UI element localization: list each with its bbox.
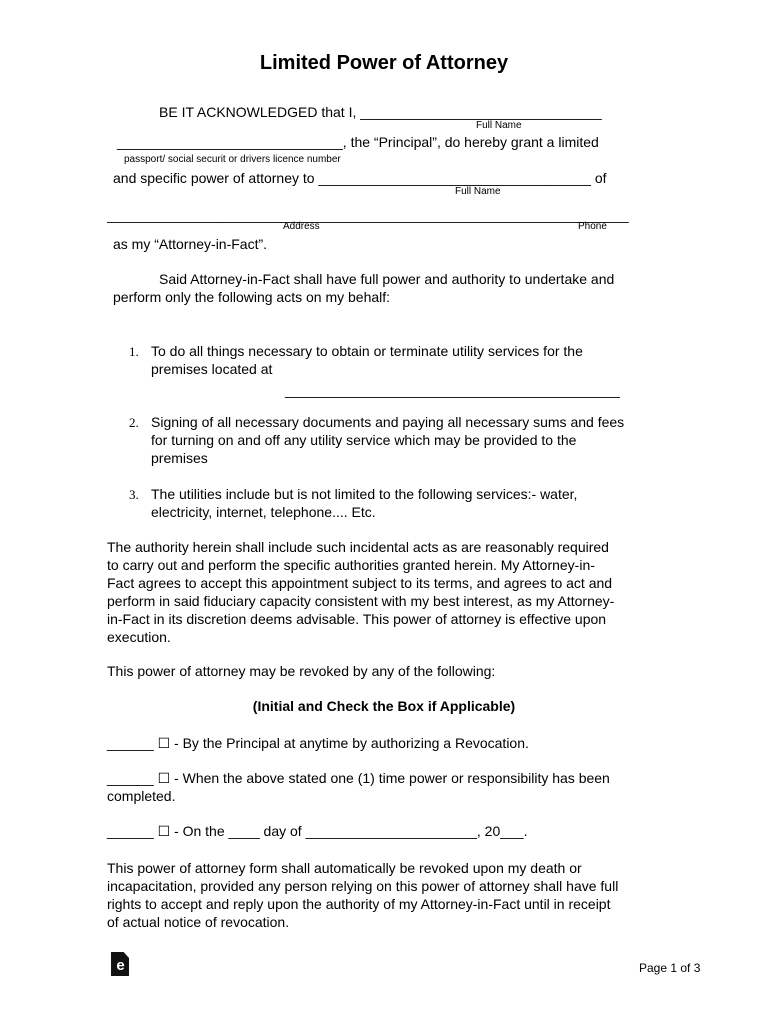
phone-label: Phone: [578, 221, 607, 232]
list-item-line: for turning on and off any utility service which may be provided to the: [151, 432, 577, 448]
paragraph-line: to carry out and perform the specific authorities granted herein. My Attorney-in-: [107, 557, 595, 573]
list-item-line: premises: [151, 450, 208, 466]
auto-revoke-paragraph: [107, 859, 618, 931]
option-line: completed.: [107, 788, 176, 804]
list-item-line: The utilities include but is not limited to the following services:- water,: [151, 486, 578, 502]
list-item: [151, 485, 577, 521]
eforms-logo-icon: [111, 952, 129, 976]
option-line: ______ ☐ - When the above stated one (1) time power or responsibility has been: [107, 770, 610, 786]
list-item-line: Signing of all necessary documents and paying all necessary sums and fees: [151, 414, 625, 430]
list-item-number: 3.: [129, 487, 139, 502]
paragraph-line: in-Fact in its discretion deems advisable. This power of attorney is effective upon: [107, 611, 607, 627]
revocation-option-completed: [107, 769, 610, 805]
premises-address-blank: ___________________________________________: [285, 382, 620, 398]
acknowledgement-line: BE IT ACKNOWLEDGED that I, _______________________________: [159, 104, 602, 120]
powers-intro-paragraph: [113, 270, 614, 306]
paragraph-line: Fact agrees to accept this appointment subject to its terms, and agrees to act and: [107, 575, 613, 591]
revocation-intro: This power of attorney may be revoked by any of the following:: [107, 663, 496, 679]
paragraph-line: perform in said fiduciary capacity consistent with my best interest, as my Attorney-: [107, 593, 615, 609]
attorney-full-name-label: Full Name: [455, 186, 501, 197]
document-title: Limited Power of Attorney: [259, 52, 509, 74]
revocation-heading: (Initial and Check the Box if Applicable): [252, 698, 516, 714]
grant-line: and specific power of attorney to ___________________________________ of: [113, 170, 607, 186]
list-item: [151, 413, 624, 467]
id-number-label: passport/ social securit or drivers licence number: [124, 154, 341, 165]
revocation-option-date: ______ ☐ - On the ____ day of ______________________, 20___.: [107, 823, 528, 839]
page-number: Page 1 of 3: [639, 961, 701, 975]
powers-intro-line: perform only the following acts on my behalf:: [113, 289, 391, 305]
powers-intro-line: Said Attorney-in-Fact shall have full power and authority to undertake and: [159, 271, 615, 287]
authority-paragraph: [107, 538, 614, 646]
principal-line: _____________________________, the “Principal”, do hereby grant a limited: [117, 134, 599, 150]
paragraph-line: The authority herein shall include such incidental acts as are reasonably required: [107, 539, 609, 555]
paragraph-line: rights to accept and reply upon the authority of my Attorney-in-Fact until in receipt: [107, 896, 611, 912]
paragraph-line: incapacitation, provided any person relying on this power of attorney shall have full: [107, 878, 619, 894]
logo-letter: e: [116, 957, 125, 974]
list-item-number: 1.: [129, 344, 139, 359]
attorney-in-fact-line: as my “Attorney-in-Fact”.: [113, 236, 268, 252]
list-item-line: premises located at: [151, 361, 273, 377]
paragraph-line: execution.: [107, 629, 171, 645]
full-name-label: Full Name: [476, 120, 522, 131]
list-item-line: To do all things necessary to obtain or terminate utility services for the: [151, 343, 583, 359]
revocation-option-principal: ______ ☐ - By the Principal at anytime by authorizing a Revocation.: [107, 735, 529, 751]
address-label: Address: [283, 221, 320, 232]
list-item-line: electricity, internet, telephone.... Etc.: [151, 504, 376, 520]
address-phone-line: ___________________________________________________________________: [107, 207, 629, 223]
paragraph-line: This power of attorney form shall automatically be revoked upon my death or: [107, 860, 582, 876]
list-item-number: 2.: [129, 415, 139, 430]
list-item: [151, 342, 583, 378]
paragraph-line: of actual notice of revocation.: [107, 914, 290, 930]
